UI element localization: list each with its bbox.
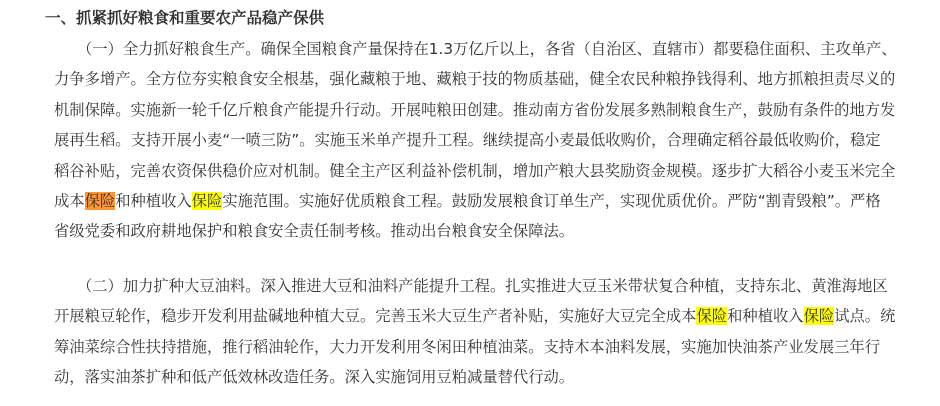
paragraph-soybean-oilseed (54, 271, 914, 393)
text-run: 实施范围。实施好优质粮食工程。鼓励发展粮食订单生产，实现优质优价。严防“割青毁粮”。严格 (222, 191, 881, 210)
text-run: 筹油菜综合性扶持措施，推行稻油轮作，大力开发利用冬闲田种植油菜。支持木本油料发展，实施加快油茶产业发展三年行 (54, 337, 881, 356)
section-heading: 一、抓紧抓好粮食和重要农产品稳产保供 (45, 9, 325, 27)
text-run: 和种植收入 (727, 307, 804, 326)
search-highlight: 保险 (696, 307, 728, 326)
text-run: 试点。统 (834, 307, 896, 326)
text-line (54, 156, 914, 186)
text-line (54, 186, 914, 216)
text-run: 机制保障。实施新一轮千亿斤粮食产能提升行动。开展吨粮田创建。推动南方省份发展多熟制粮食生产，鼓励有条件的地方发 (54, 100, 896, 119)
text-run: 稻谷补贴，完善农资保供稳价应对机制。健全主产区利益补偿机制，增加产粮大县奖励资金规模。逐步扩大稻谷小麦玉米完全 (54, 161, 896, 180)
text-run: 开展粮豆轮作，稳步开发利用盐碱地种植大豆。完善玉米大豆生产者补贴，实施好大豆完全成本 (54, 307, 697, 326)
text-line (54, 34, 914, 64)
text-line (54, 125, 914, 155)
text-run: 展再生稻。支持开展小麦“一喷三防”。实施玉米单产提升工程。继续提高小麦最低收购价，合理确定稻谷最低收购价，稳定 (54, 131, 881, 150)
text-line (54, 216, 914, 246)
text-run: （二）加力扩种大豆油料。深入推进大豆和油料产能提升工程。扎实推进大豆玉米带状复合种植，支持东北、黄淮海地区 (54, 277, 888, 295)
text-run: 和种植收入 (115, 191, 192, 210)
text-line (54, 332, 914, 362)
search-highlight: 保险 (803, 307, 835, 326)
text-run: 动，落实油茶扩种和低产低效林改造任务。深入实施饲用豆粕减量替代行动。 (54, 368, 575, 387)
text-line (54, 64, 914, 94)
text-run: 省级党委和政府耕地保护和粮食安全责任制考核。推动出台粮食安全保障法。 (54, 222, 575, 241)
text-line (54, 362, 914, 392)
text-line (54, 271, 914, 301)
text-run: 力争多增产。全方位夯实粮食安全根基，强化藏粮于地、藏粮于技的物质基础，健全农民种粮挣钱得利、地方抓粮担责尽义的 (54, 70, 896, 89)
search-highlight: 保险 (191, 191, 223, 210)
text-run: （一）全力抓好粮食生产。确保全国粮食产量保持在1.3万亿斤以上，各省（自治区、直辖市）都要稳住面积、主攻单产、 (54, 40, 897, 58)
paragraph-grain-production (54, 34, 914, 247)
text-run: 成本 (54, 191, 85, 210)
text-line (54, 95, 914, 125)
text-line (54, 301, 914, 331)
search-highlight-current: 保险 (84, 191, 116, 210)
